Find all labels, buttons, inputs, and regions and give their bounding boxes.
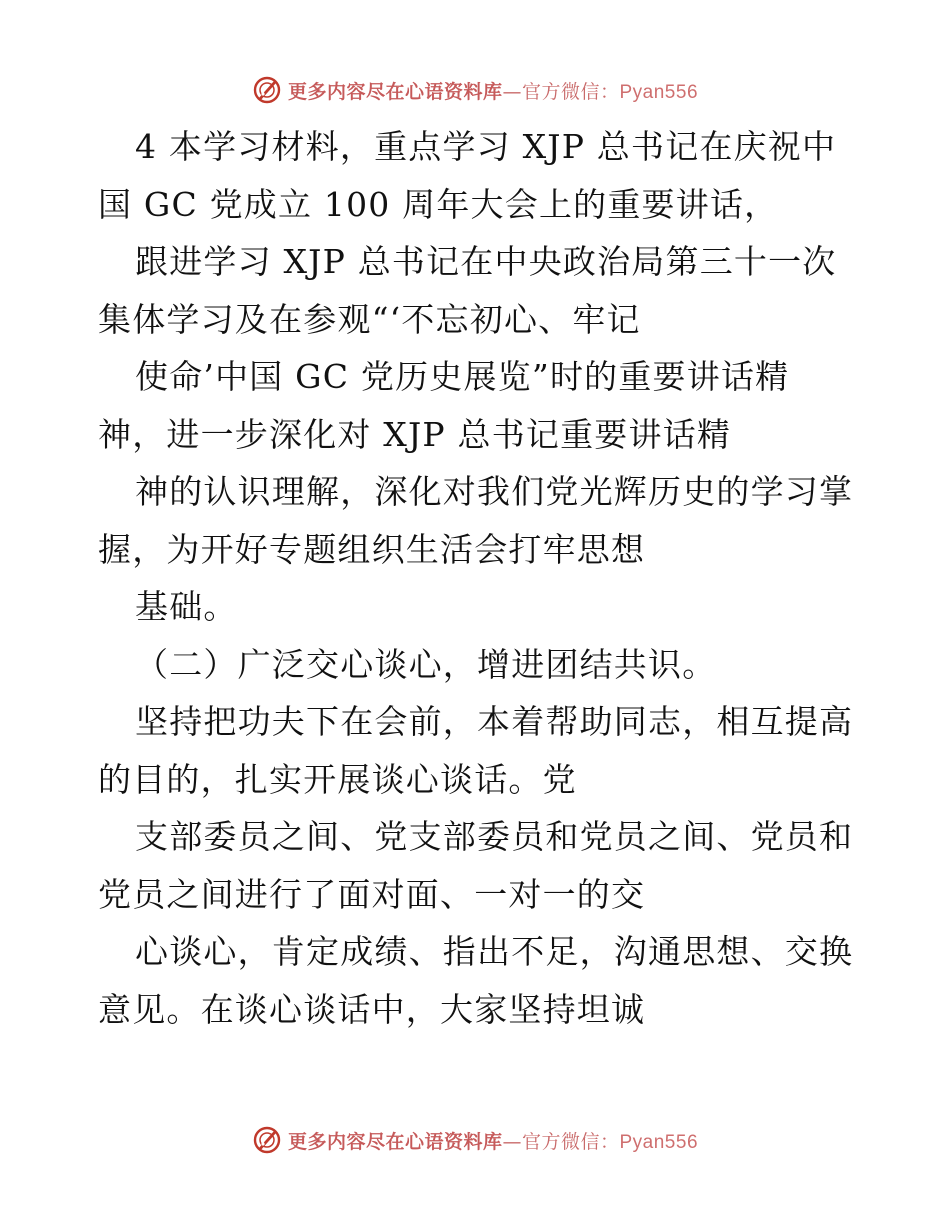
text-line: 国 GC 党成立 100 周年大会上的重要讲话， <box>98 184 779 224</box>
text-line: 握，为开好专题组织生活会打牢思想 <box>98 529 646 569</box>
header-contact-label: 官方微信： <box>521 80 620 103</box>
document-body <box>98 118 858 1038</box>
text-line: 集体学习及在参观“‘不忘初心、牢记 <box>98 299 641 339</box>
text-line: 坚持把功夫下在会前，本着帮助同志，相互提高 <box>135 702 854 741</box>
footer-watermark-banner <box>0 1120 950 1160</box>
text-line: 4 本学习材料，重点学习 XJP 总书记在庆祝中 <box>135 127 837 166</box>
footer-dash: — <box>502 1130 522 1153</box>
header-handle: Pyan556 <box>619 81 699 103</box>
text-line: 基础。 <box>135 587 238 626</box>
quill-logo-icon <box>252 75 282 105</box>
footer-contact-label: 官方微信： <box>521 1130 620 1153</box>
text-line: 意见。在谈心谈话中，大家坚持坦诚 <box>98 989 646 1029</box>
footer-site-text: 更多内容尽在心语资料库 <box>287 1130 503 1153</box>
header-site-text: 更多内容尽在心语资料库 <box>287 80 503 103</box>
quill-logo-icon <box>252 1125 282 1155</box>
header-watermark-text <box>288 77 698 104</box>
text-line: 支部委员之间、党支部委员和党员之间、党员和 <box>135 817 854 856</box>
text-line: 心谈心，肯定成绩、指出不足，沟通思想、交换 <box>135 932 854 971</box>
text-line: 跟进学习 XJP 总书记在中央政治局第三十一次 <box>135 242 837 281</box>
text-line: 的目的，扎实开展谈心谈话。党 <box>98 759 577 799</box>
text-line: （二）广泛交心谈心，增进团结共识。 <box>135 644 717 684</box>
text-line: 神的认识理解，深化对我们党光辉历史的学习掌 <box>135 472 854 511</box>
footer-watermark-text <box>288 1127 698 1154</box>
text-line: 党员之间进行了面对面、一对一的交 <box>98 874 646 914</box>
header-watermark-banner <box>0 70 950 110</box>
header-dash: — <box>502 80 522 103</box>
text-line: 神，进一步深化对 XJP 总书记重要讲话精 <box>98 414 732 454</box>
text-line: 使命’中国 GC 党历史展览”时的重要讲话精 <box>135 357 790 396</box>
footer-handle: Pyan556 <box>619 1131 699 1153</box>
